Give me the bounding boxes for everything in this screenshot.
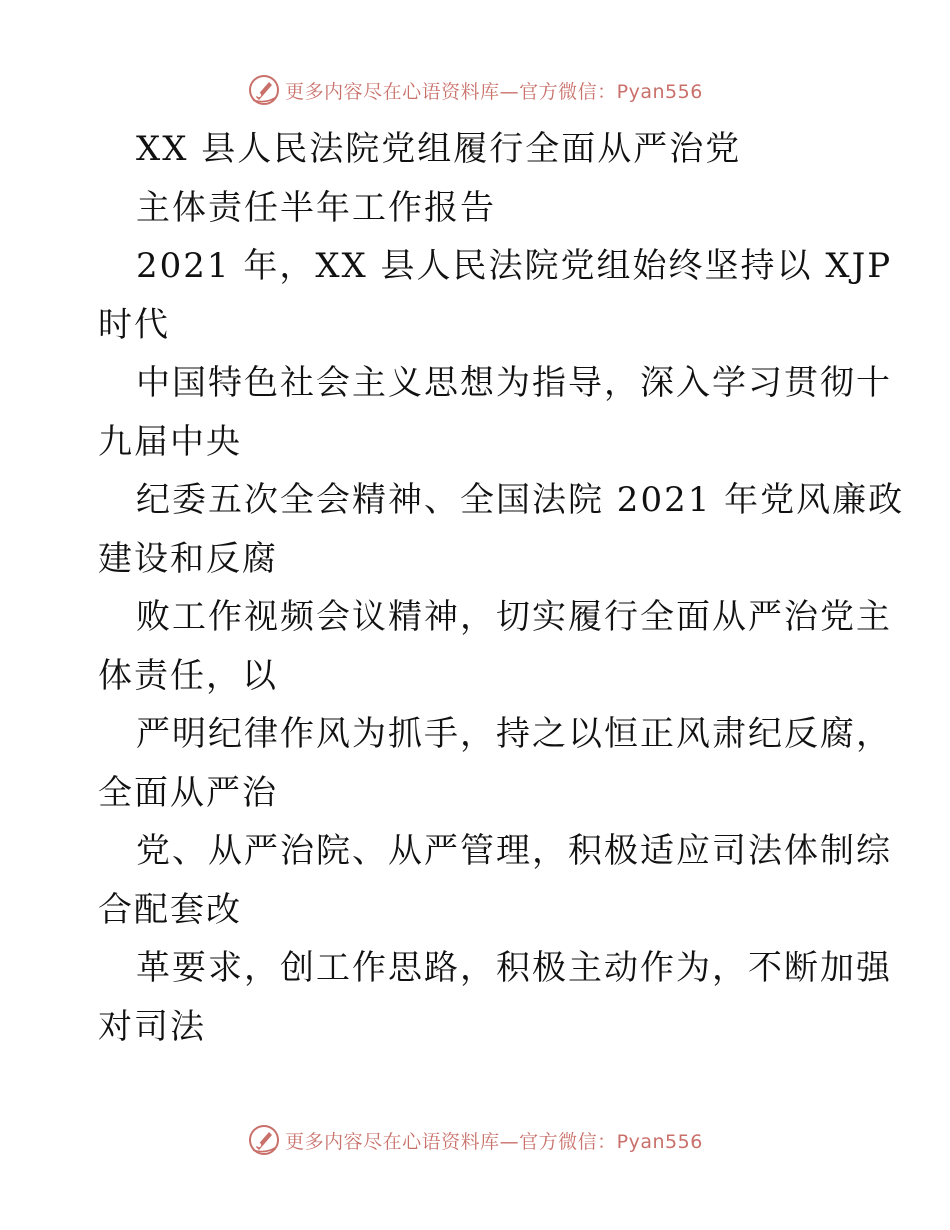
watermark-banner-top xyxy=(0,70,950,110)
pen-seal-icon xyxy=(247,1123,281,1157)
watermark-text-bottom: 更多内容尽在心语资料库—官方微信：Pyan556 xyxy=(285,1130,703,1153)
document-line: XX 县人民法院党组履行全面从严治党 xyxy=(136,129,742,169)
document-line: 时代 xyxy=(98,304,170,345)
document-line: 对司法 xyxy=(98,1006,206,1047)
document-line: 体责任，以 xyxy=(98,655,278,696)
document-line: 全面从严治 xyxy=(98,772,278,813)
document-line: 党、从严治院、从严管理，积极适应司法体制综 xyxy=(136,831,892,871)
document-line: 中国特色社会主义思想为指导，深入学习贯彻十 xyxy=(136,363,892,403)
pen-seal-icon xyxy=(247,73,281,107)
watermark-text-top: 更多内容尽在心语资料库—官方微信：Pyan556 xyxy=(285,80,703,103)
document-line: 合配套改 xyxy=(98,889,242,930)
document-line: 建设和反腐 xyxy=(98,538,278,579)
document-line: 败工作视频会议精神，切实履行全面从严治党主 xyxy=(136,597,892,637)
document-line: 九届中央 xyxy=(98,421,242,462)
document-line: 主体责任半年工作报告 xyxy=(136,187,496,228)
document-line: 纪委五次全会精神、全国法院 2021 年党风廉政 xyxy=(136,480,905,520)
document-line: 革要求，创工作思路，积极主动作为，不断加强 xyxy=(136,948,892,988)
document-line: 2021 年，XX 县人民法院党组始终坚持以 XJP xyxy=(136,246,893,286)
document-line: 严明纪律作风为抓手，持之以恒正风肃纪反腐， xyxy=(136,714,892,754)
watermark-banner-bottom xyxy=(0,1120,950,1160)
document-body xyxy=(98,120,905,1056)
